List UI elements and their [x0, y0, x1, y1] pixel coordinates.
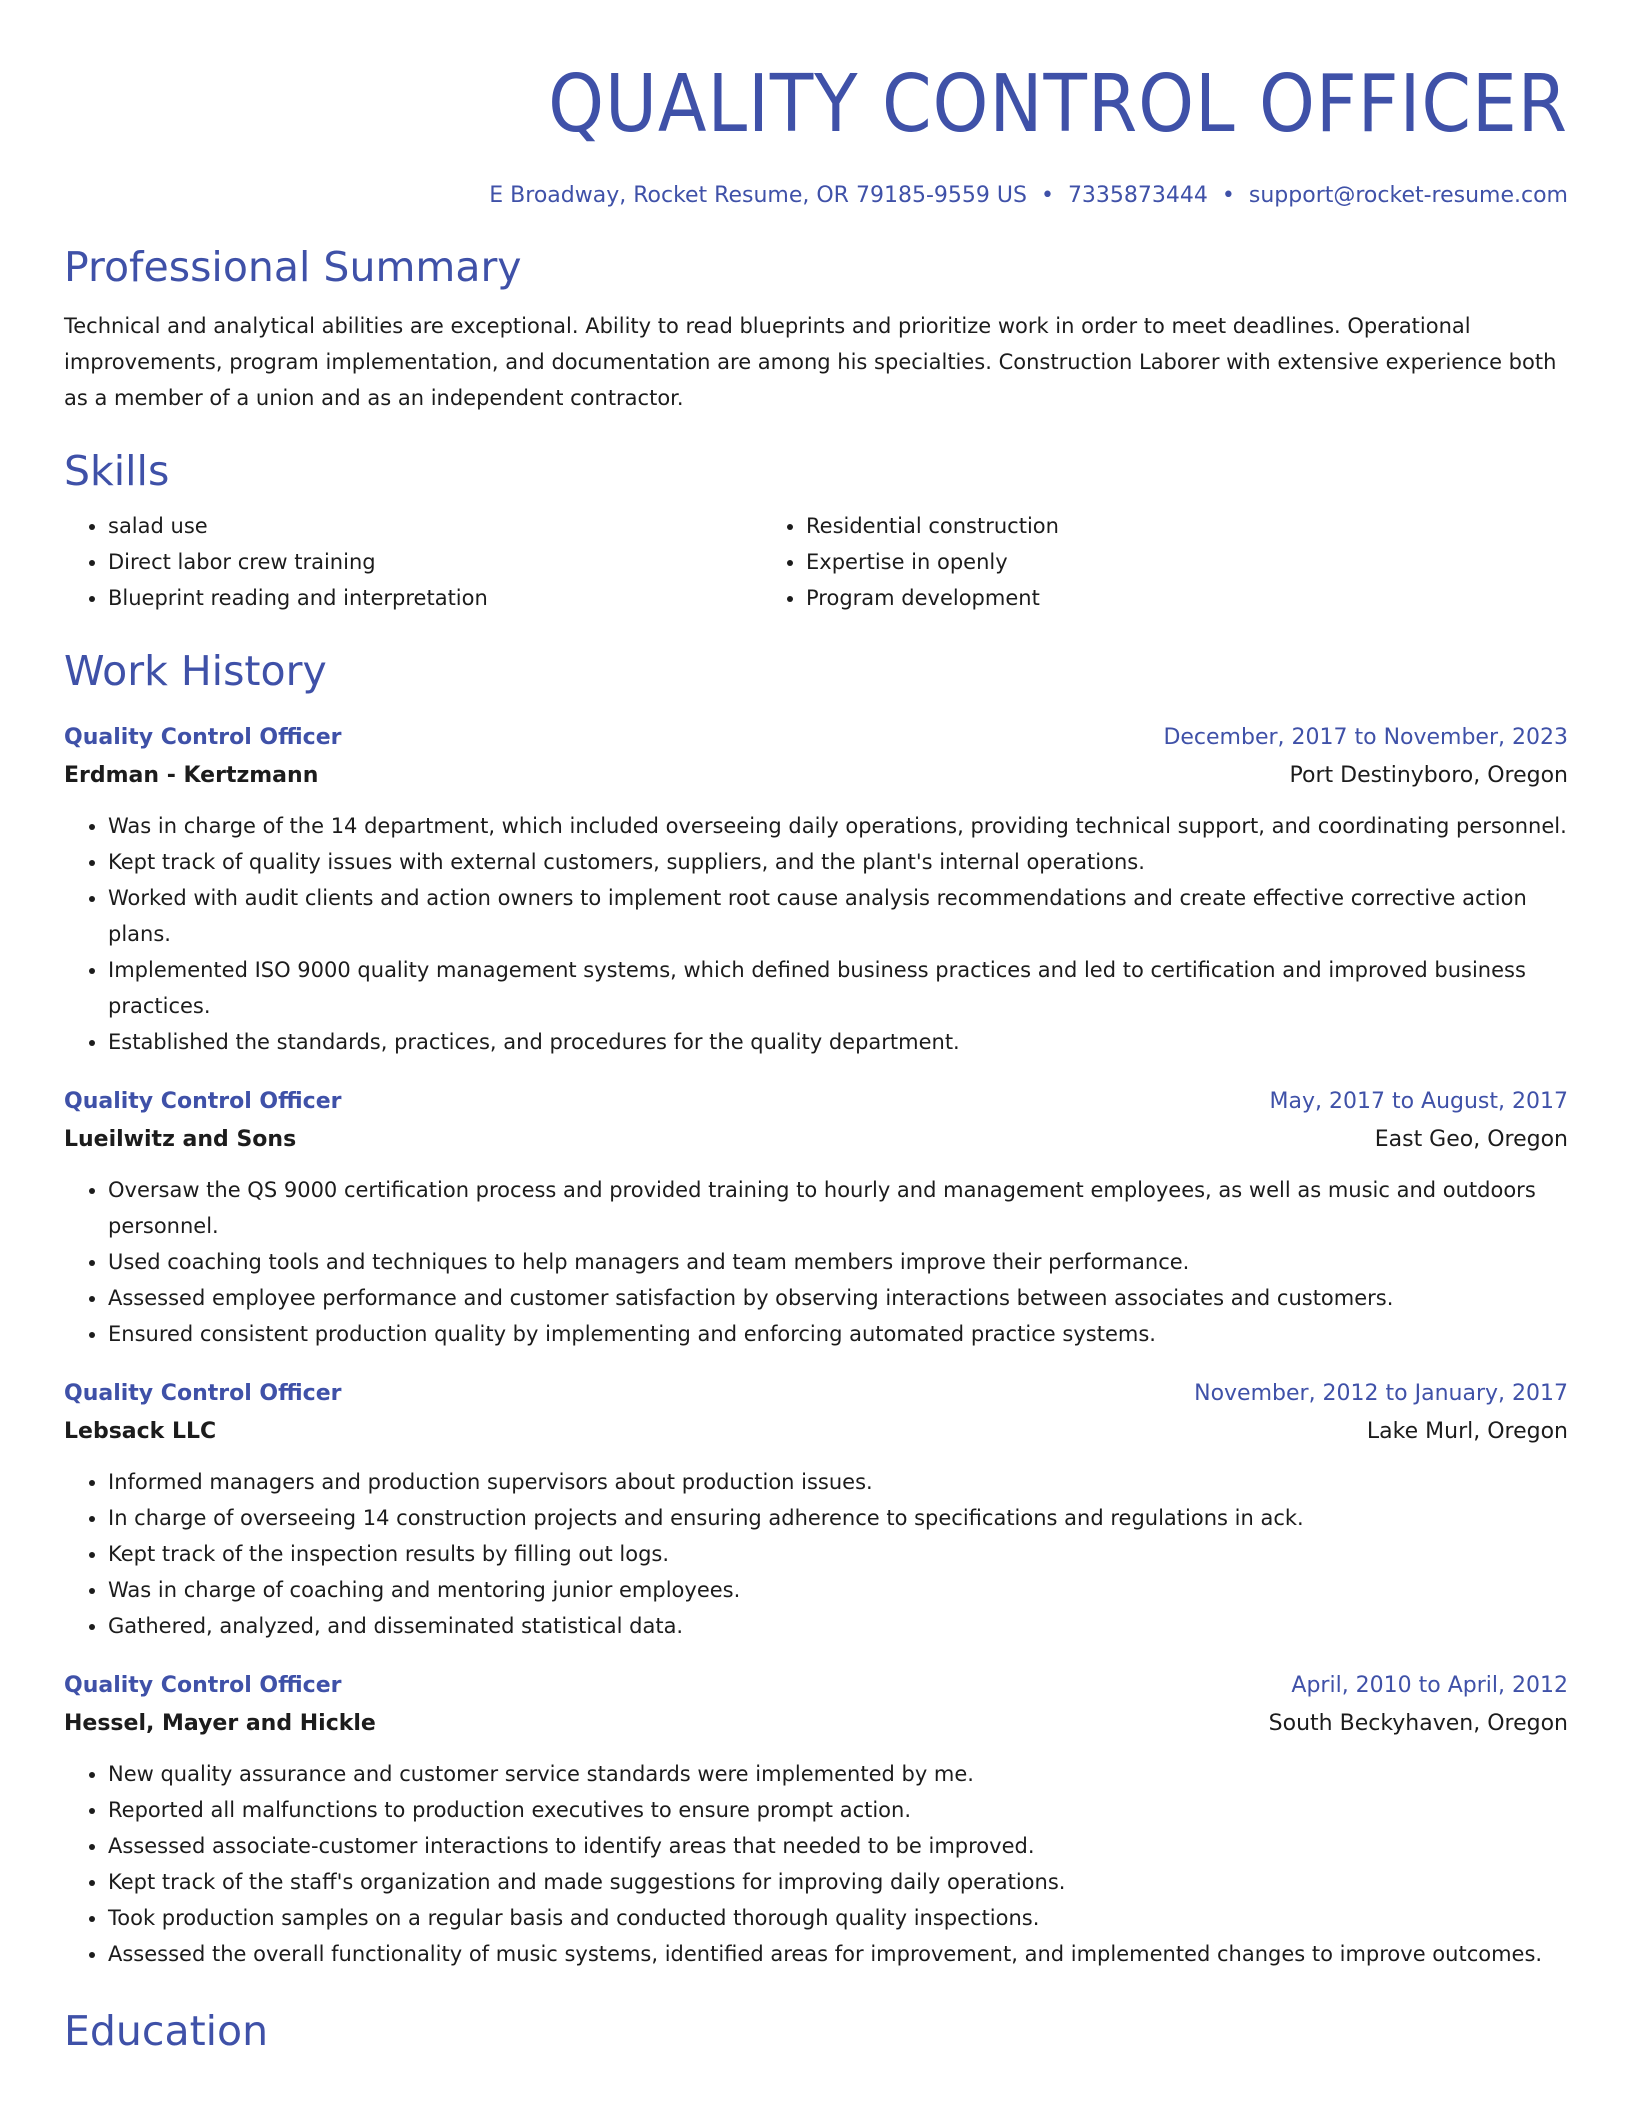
- contact-line: [64, 180, 1568, 212]
- skill-item: • Program development: [806, 580, 1568, 616]
- job-company: Lueilwitz and Sons: [64, 1127, 297, 1152]
- job-bullet: • Kept track of the staff's organization and made suggestions for improving daily operations.: [108, 1864, 1568, 1900]
- job-subheader: [64, 1120, 1568, 1160]
- job-bullet: • Worked with audit clients and action owners to implement root cause analysis recommendations and create effective corrective action plans.: [108, 880, 1568, 952]
- resume-title: QUALITY CONTROL OFFICER: [548, 58, 1568, 150]
- job-company: Lebsack LLC: [64, 1419, 217, 1444]
- skills-list: [64, 508, 1568, 616]
- job-bullet: • Established the standards, practices, and procedures for the quality department.: [108, 1024, 1568, 1060]
- job-header: [64, 1084, 1568, 1120]
- job-subheader: [64, 756, 1568, 796]
- job-subheader: [64, 1412, 1568, 1452]
- job-bullet: • Oversaw the QS 9000 certification process and provided training to hourly and management employees, as well as music and outdoors personnel.: [108, 1172, 1568, 1244]
- skills-column-left: [64, 508, 762, 616]
- job-bullets: [64, 808, 1568, 1060]
- job-header: [64, 720, 1568, 756]
- job-entry: [64, 1668, 1568, 1972]
- summary-heading: Professional Summary: [64, 243, 522, 291]
- job-dates: May, 2017 to August, 2017: [1269, 1089, 1568, 1114]
- job-bullet: • In charge of overseeing 14 construction projects and ensuring adherence to specifications and regulations in ack.: [108, 1500, 1568, 1536]
- job-location: Lake Murl, Oregon: [1366, 1419, 1568, 1444]
- job-subheader: [64, 1704, 1568, 1744]
- job-title: Quality Control Officer: [64, 725, 342, 750]
- job-location: East Geo, Oregon: [1374, 1127, 1568, 1152]
- job-company: Hessel, Mayer and Hickle: [64, 1711, 376, 1736]
- job-entry: [64, 720, 1568, 1060]
- job-bullet: • Assessed the overall functionality of music systems, identified areas for improvement, and implemented changes to improve outcomes.: [108, 1936, 1568, 1972]
- job-location: Port Destinyboro, Oregon: [1289, 763, 1568, 788]
- contact-separator: •: [1221, 183, 1235, 208]
- job-bullet: • Assessed employee performance and customer satisfaction by observing interactions between associates and customers.: [108, 1280, 1568, 1316]
- job-bullet: • Gathered, analyzed, and disseminated statistical data.: [108, 1608, 1568, 1644]
- summary-text: Technical and analytical abilities are exceptional. Ability to read blueprints and prioritize work in order to meet deadlines. Operational improvements, program implementation, and documentation are among his specialties. Construction Laborer with extensive experience both as a member of a union and as an independent contractor.: [64, 314, 1557, 410]
- job-bullet: • Used coaching tools and techniques to help managers and team members improve their performance.: [108, 1244, 1568, 1280]
- job-bullets: [64, 1756, 1568, 1972]
- job-bullet: • Assessed associate-customer interactions to identify areas that needed to be improved.: [108, 1828, 1568, 1864]
- education-heading: Education: [64, 2007, 269, 2055]
- job-dates: November, 2012 to January, 2017: [1194, 1381, 1568, 1406]
- job-dates: April, 2010 to April, 2012: [1291, 1673, 1568, 1698]
- skill-item: • Direct labor crew training: [108, 544, 762, 580]
- job-bullets: [64, 1464, 1568, 1644]
- job-bullets: [64, 1172, 1568, 1352]
- job-header: [64, 1668, 1568, 1704]
- contact-address: E Broadway, Rocket Resume, OR 79185-9559 US: [489, 183, 1027, 208]
- job-location: South Beckyhaven, Oregon: [1268, 1711, 1568, 1736]
- resume-page: [64, 0, 1568, 2056]
- job-header: [64, 1376, 1568, 1412]
- skill-item: • Expertise in openly: [806, 544, 1568, 580]
- job-title: Quality Control Officer: [64, 1089, 342, 1114]
- skills-column-right: [762, 508, 1568, 616]
- job-bullet: • Kept track of quality issues with external customers, suppliers, and the plant's internal operations.: [108, 844, 1568, 880]
- contact-separator: •: [1040, 183, 1054, 208]
- job-bullet: • Reported all malfunctions to production executives to ensure prompt action.: [108, 1792, 1568, 1828]
- job-bullet: • New quality assurance and customer service standards were implemented by me.: [108, 1756, 1568, 1792]
- job-bullet: • Was in charge of the 14 department, which included overseeing daily operations, providing technical support, and coordinating personnel.: [108, 808, 1568, 844]
- contact-phone: 7335873444: [1067, 183, 1208, 208]
- job-dates: December, 2017 to November, 2023: [1163, 725, 1568, 750]
- skills-heading: Skills: [64, 447, 170, 495]
- job-title: Quality Control Officer: [64, 1381, 342, 1406]
- job-entry: [64, 1084, 1568, 1352]
- contact-email[interactable]: support@rocket-resume.com: [1248, 183, 1568, 208]
- skill-item: • Residential construction: [806, 508, 1568, 544]
- skill-item: • Blueprint reading and interpretation: [108, 580, 762, 616]
- job-bullet: • Informed managers and production supervisors about production issues.: [108, 1464, 1568, 1500]
- job-bullet: • Took production samples on a regular basis and conducted thorough quality inspections.: [108, 1900, 1568, 1936]
- job-title: Quality Control Officer: [64, 1673, 342, 1698]
- job-entry: [64, 1376, 1568, 1644]
- job-bullet: • Ensured consistent production quality by implementing and enforcing automated practice systems.: [108, 1316, 1568, 1352]
- job-bullet: • Kept track of the inspection results by filling out logs.: [108, 1536, 1568, 1572]
- skill-item: • salad use: [108, 508, 762, 544]
- job-company: Erdman - Kertzmann: [64, 763, 319, 788]
- job-bullet: • Was in charge of coaching and mentoring junior employees.: [108, 1572, 1568, 1608]
- job-bullet: • Implemented ISO 9000 quality management systems, which defined business practices and led to certification and improved business practices.: [108, 952, 1568, 1024]
- work-history-heading: Work History: [64, 647, 327, 695]
